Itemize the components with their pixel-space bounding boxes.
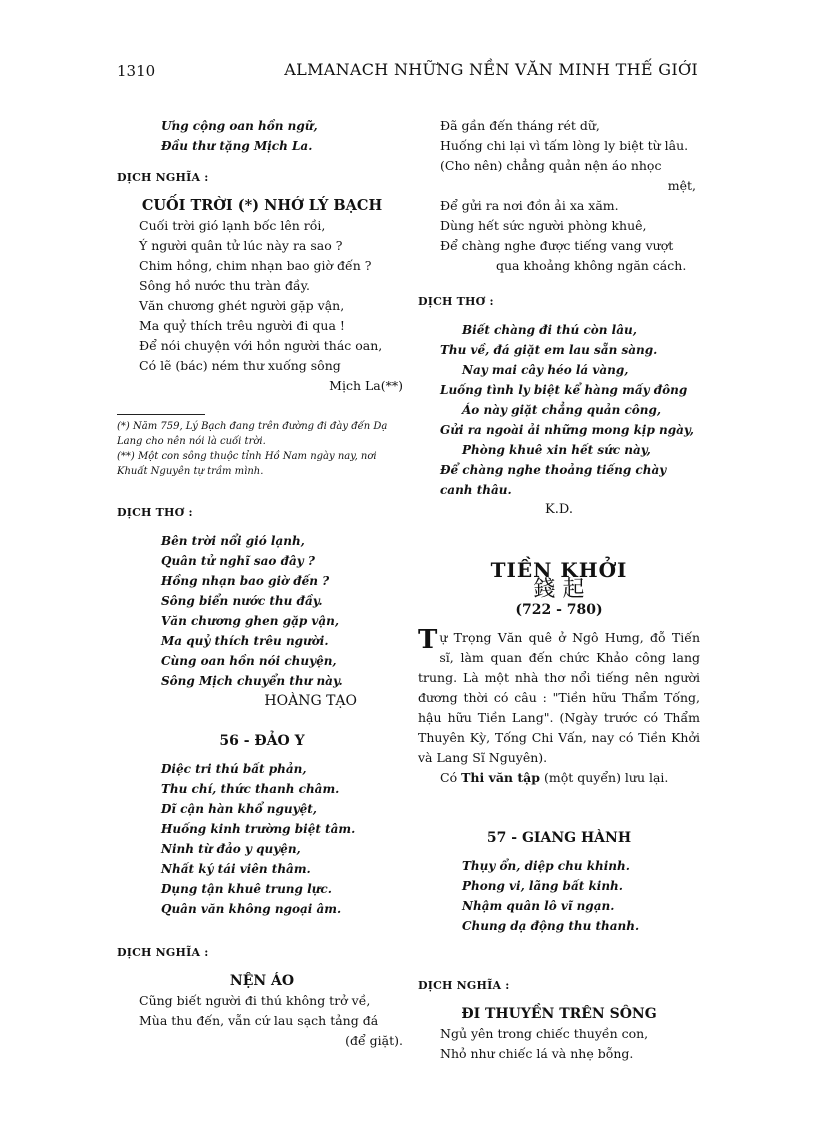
biography-text: ự Trọng Văn quê ở Ngô Hưng, đỗ Tiến sĩ, làm quan đến chức Khảo công lang trung. Là một nhà thơ nổi tiếng nên người đương thời có câu : "Tiền hữu Thẩm Tống, hậu hữu Tiền Lang". (Ngày trước có Thẩm Thuyên Kỳ, Tống Chi Vấn, nay có Tiền Khởi và Lang Sĩ Nguyên). bbox=[418, 630, 700, 765]
verse-line: Phòng khuê xin hết sức này, bbox=[462, 443, 651, 457]
poem-line: Mùa thu đến, vẫn cứ lau sạch tảng đá bbox=[139, 1013, 379, 1028]
poem-line: Ma quỷ thích trêu người đi qua ! bbox=[139, 318, 345, 333]
right-column bbox=[418, 116, 700, 1064]
author-biography bbox=[418, 625, 700, 768]
poem-line: Có lẽ (bác) ném thư xuống sông bbox=[139, 358, 341, 373]
author-name: TIỀN KHỞI bbox=[490, 558, 628, 582]
poem-line: Để chàng nghe được tiếng vang vượt bbox=[440, 238, 674, 253]
verse-line: Diệc tri thú bất phản, bbox=[161, 762, 307, 776]
verse-line: Văn chương ghen gặp vận, bbox=[161, 614, 340, 628]
section-label: DỊCH NGHĨA : bbox=[117, 946, 209, 959]
poem-line: Mịch La(**) bbox=[329, 378, 403, 393]
verse-line: Ưng cộng oan hồn ngữ, bbox=[161, 119, 318, 133]
section-label: DỊCH THƠ : bbox=[418, 295, 494, 308]
verse-line: Quân văn không ngoại âm. bbox=[161, 902, 342, 916]
poem-line: Để nói chuyện với hồn người thác oan, bbox=[139, 338, 383, 353]
verse-line: Phong vi, lãng bất kinh. bbox=[462, 879, 623, 893]
poem-verse bbox=[117, 531, 407, 691]
poem-verse bbox=[418, 856, 700, 936]
verse-line: Sông biển nước thu đầy. bbox=[161, 594, 323, 608]
poem-line: Sông hồ nước thu tràn đầy. bbox=[139, 278, 310, 293]
footnote: (**) Một con sông thuộc tỉnh Hồ Nam ngày nay, nơi Khuất Nguyên tự trầm mình. bbox=[117, 451, 377, 477]
poem-line: Dùng hết sức người phòng khuê, bbox=[440, 218, 647, 233]
poem-title: CUỐI TRỜI (*) NHỚ LÝ BẠCH bbox=[141, 197, 383, 214]
translator-name: HOÀNG TẠO bbox=[264, 693, 357, 709]
section-label: DỊCH NGHĨA : bbox=[418, 979, 510, 992]
verse-line: Luống tình ly biệt kể hàng mấy đông bbox=[440, 383, 688, 397]
verse-line: Biết chàng đi thú còn lâu, bbox=[462, 323, 637, 337]
verse-line: Ninh từ đảo y quyện, bbox=[161, 842, 301, 856]
poem-line: Chim hồng, chim nhạn bao giờ đến ? bbox=[139, 258, 372, 273]
author-years: (722 - 780) bbox=[515, 602, 603, 618]
poem-title: ĐI THUYỀN TRÊN SÔNG bbox=[461, 1006, 657, 1022]
left-column bbox=[117, 116, 407, 1051]
poem-line: mệt, bbox=[667, 178, 696, 193]
verse-line: Để chàng nghe thoảng tiếng chày canh thâu. bbox=[440, 463, 667, 497]
poem-line: Ngủ yên trong chiếc thuyền con, bbox=[440, 1026, 649, 1041]
translator-name: K.D. bbox=[545, 502, 573, 517]
poem-line: qua khoảng không ngăn cách. bbox=[496, 258, 687, 273]
poem-translation bbox=[418, 1024, 700, 1064]
verse-line: Đầu thư tặng Mịch La. bbox=[161, 139, 313, 153]
poem-translation-continued bbox=[418, 116, 700, 276]
poem-line: Ý người quân tử lúc này ra sao ? bbox=[139, 238, 343, 253]
verse-line: Dĩ cận hàn khổ nguyệt, bbox=[161, 802, 317, 816]
page-number: 1310 bbox=[117, 62, 156, 80]
drop-cap: T bbox=[418, 625, 438, 655]
poem-verse bbox=[117, 759, 407, 919]
verse-line: Bên trời nổi gió lạnh, bbox=[161, 534, 305, 548]
footnote: (*) Năm 759, Lý Bạch đang trên đường đi đày đến Dạ Lang cho nên nói là cuối trời. bbox=[117, 421, 388, 447]
author-chinese-name: 錢 起 bbox=[533, 577, 585, 602]
poem-line: Đã gần đến tháng rét dữ, bbox=[440, 118, 600, 133]
works-title: Thi văn tập bbox=[461, 770, 540, 785]
verse-line: Dụng tận khuê trung lực. bbox=[161, 882, 332, 896]
poem-title: NỆN ÁO bbox=[229, 973, 295, 989]
opening-verse bbox=[117, 116, 407, 156]
verse-line: Chung dạ động thu thanh. bbox=[462, 919, 640, 933]
verse-line: Nhất ký tái viên thâm. bbox=[161, 862, 311, 876]
verse-line: Nhậm quân lô vĩ ngạn. bbox=[462, 899, 615, 913]
poem-translation bbox=[117, 216, 407, 396]
verse-line: Cùng oan hồn nói chuyện, bbox=[161, 654, 337, 668]
verse-line: Sông Mịch chuyển thư này. bbox=[161, 674, 343, 688]
poem-translation bbox=[117, 991, 407, 1051]
poem-line: (để giặt). bbox=[345, 1033, 403, 1048]
works-note bbox=[418, 768, 700, 788]
verse-line: Thu chí, thức thanh châm. bbox=[161, 782, 340, 796]
poem-title: 56 - ĐẢO Y bbox=[219, 733, 305, 749]
poem-verse bbox=[418, 320, 700, 500]
verse-line: Gửi ra ngoài ải những mong kịp ngày, bbox=[440, 423, 694, 437]
poem-line: Huống chi lại vì tấm lòng ly biệt từ lâu. bbox=[440, 138, 689, 153]
poem-line: Nhỏ như chiếc lá và nhẹ bỗng. bbox=[440, 1046, 634, 1061]
verse-line: Hồng nhạn bao giờ đến ? bbox=[161, 574, 330, 588]
poem-line: (Cho nên) chẳng quản nện áo nhọc bbox=[440, 158, 662, 173]
verse-line: Quân tử nghĩ sao đây ? bbox=[161, 554, 315, 568]
works-prefix: Có bbox=[440, 770, 462, 785]
verse-line: Nay mai cây héo lá vàng, bbox=[462, 363, 629, 377]
poem-title: 57 - GIANG HÀNH bbox=[486, 830, 632, 846]
verse-line: Huống kinh trường biệt tâm. bbox=[161, 822, 356, 836]
poem-line: Văn chương ghét người gặp vận, bbox=[139, 298, 345, 313]
verse-line: Ma quỷ thích trêu người. bbox=[161, 634, 329, 648]
verse-line: Thụy ổn, diệp chu khinh. bbox=[462, 859, 630, 873]
poem-line: Cuối trời gió lạnh bốc lên rồi, bbox=[139, 218, 326, 233]
section-label: DỊCH THƠ : bbox=[117, 506, 193, 519]
footnote-separator bbox=[117, 414, 205, 415]
poem-line: Cũng biết người đi thú không trở về, bbox=[139, 993, 371, 1008]
section-label: DỊCH NGHĨA : bbox=[117, 171, 209, 184]
verse-line: Thu về, đá giặt em lau sẵn sàng. bbox=[440, 343, 658, 357]
poem-line: Để gửi ra nơi đồn ải xa xăm. bbox=[440, 198, 619, 213]
verse-line: Áo này giặt chẳng quản công, bbox=[462, 403, 662, 417]
works-suffix: (một quyển) lưu lại. bbox=[539, 770, 669, 785]
running-header: ALMANACH NHỮNG NỀN VĂN MINH THẾ GIỚI bbox=[284, 60, 698, 79]
